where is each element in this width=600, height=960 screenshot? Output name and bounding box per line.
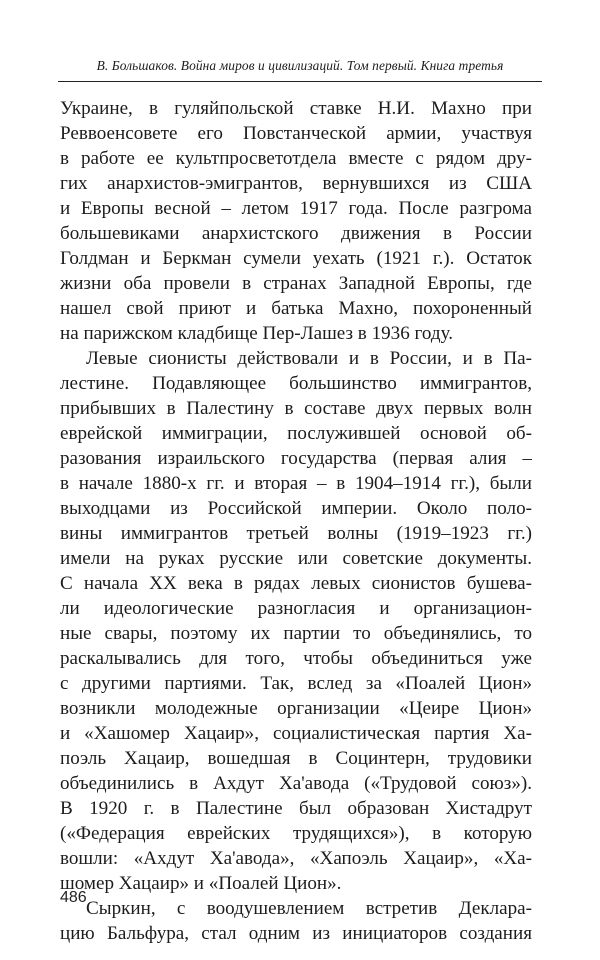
text-line: имели на руках русские или советские документы.: [60, 548, 532, 569]
text-line: гих анархистов-эмигрантов, вернувшихся из США: [60, 173, 532, 194]
page-number: 486: [60, 889, 87, 906]
header-rule: [58, 81, 542, 82]
text-line: лестине. Подавляющее большинство иммигрантов,: [60, 373, 532, 394]
text-line: цию Бальфура, стал одним из инициаторов создания: [60, 923, 532, 944]
text-line: выходцами из Российской империи. Около поло-: [60, 498, 532, 519]
text-line: С начала XX века в рядах левых сионистов бушева-: [60, 573, 532, 594]
text-line: большевиками анархистского движения в России: [60, 223, 532, 244]
text-line: разования израильского государства (первая алия –: [60, 448, 532, 469]
paragraph-start-line: Сыркин, с воодушевлением встретив Деклара-: [86, 898, 532, 919]
text-line: поэль Хацаир, вошедшая в Социнтерн, трудовики: [60, 748, 532, 769]
text-line: в работе ее культпросветотдела вместе с рядом дру-: [60, 148, 532, 169]
text-line: на парижском кладбище Пер-Лашез в 1936 году.: [60, 323, 454, 344]
text-line: («Федерация еврейских трудящихся»), в которую: [60, 823, 532, 844]
text-line: жизни оба провели в странах Западной Европы, где: [60, 273, 532, 294]
paragraph-start-line: Левые сионисты действовали и в России, и в Па-: [86, 348, 532, 369]
running-head: В. Большаков. Война миров и цивилизаций. Том первый. Книга третья: [96, 58, 504, 73]
text-line: прибывших в Палестину в составе двух первых волн: [60, 398, 532, 419]
text-line: В 1920 г. в Палестине был образован Хистадрут: [60, 798, 532, 819]
text-line: еврейской иммиграции, послужившей основой об-: [60, 423, 532, 444]
text-line: ные свары, поэтому их партии то объединялись, то: [60, 623, 532, 644]
text-line: раскалывались для того, чтобы объединиться уже: [60, 648, 532, 669]
text-line: Украине, в гуляйпольской ставке Н.И. Махно при: [60, 98, 532, 119]
text-line: возникли молодежные организации «Цеире Цион»: [60, 698, 532, 719]
text-line: и «Хашомер Хацаир», социалистическая партия Ха-: [60, 723, 532, 744]
text-line: шомер Хацаир» и «Поалей Цион».: [60, 873, 342, 894]
text-line: Голдман и Беркман сумели уехать (1921 г.). Остаток: [60, 248, 532, 269]
text-line: Реввоенсовете его Повстанческой армии, участвуя: [60, 123, 532, 144]
text-line: и Европы весной – летом 1917 года. После разгрома: [60, 198, 532, 219]
text-line: вошли: «Ахдут Ха'авода», «Хапоэль Хацаир», «Ха-: [60, 848, 532, 869]
text-line: вины иммигрантов третьей волны (1919–1923 гг.): [60, 523, 532, 544]
text-line: объединились в Ахдут Ха'авода («Трудовой союз»).: [60, 773, 532, 794]
body-text: [60, 96, 532, 946]
text-line: нашел свой приют и батька Махно, похороненный: [60, 298, 532, 319]
text-line: с другими партиями. Так, вслед за «Поалей Цион»: [60, 673, 532, 694]
text-line: ли идеологические разногласия и организацион-: [60, 598, 532, 619]
text-line: в начале 1880-х гг. и вторая – в 1904–1914 гг.), были: [60, 473, 532, 494]
